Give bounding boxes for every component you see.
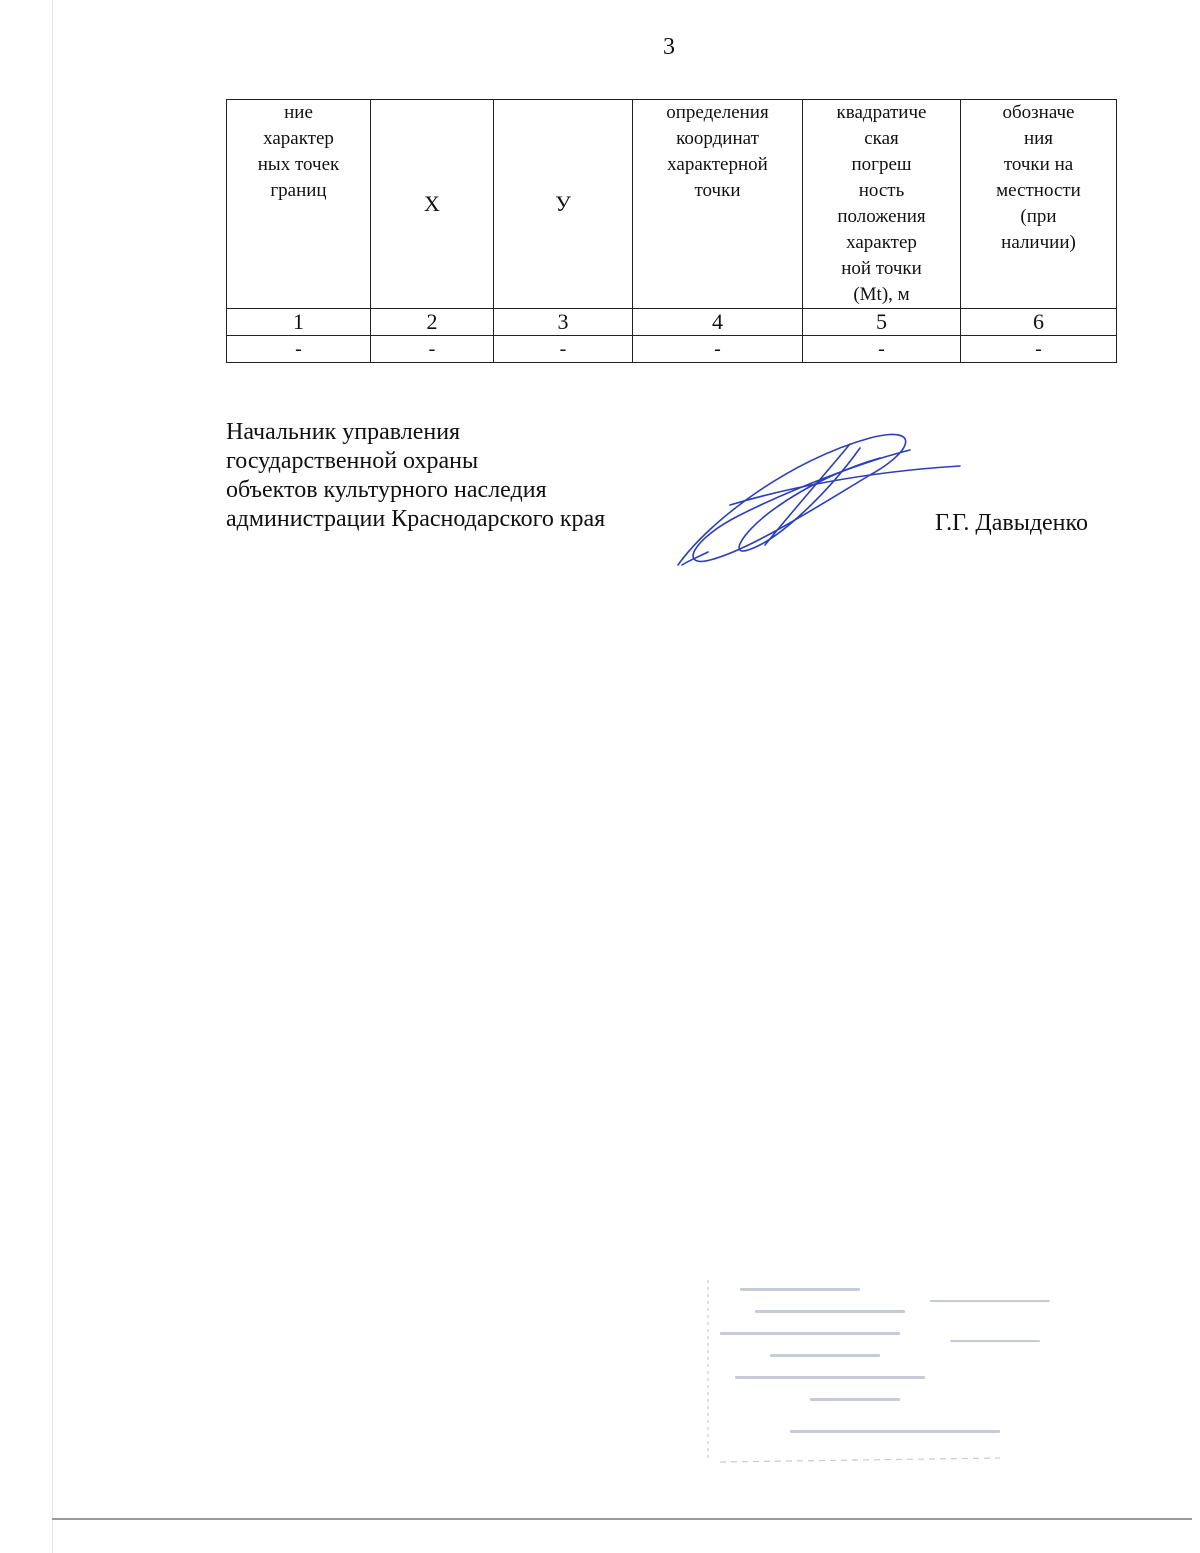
- signer-name: Г.Г. Давыденко: [935, 510, 1088, 536]
- handwritten-signature: [670, 420, 970, 580]
- signer-title-line: администрации Краснодарского края: [226, 506, 606, 532]
- table-row: [227, 336, 1117, 363]
- column-number: 3: [494, 309, 633, 336]
- column-number: 4: [633, 309, 803, 336]
- header-cell-x: Х: [371, 100, 494, 309]
- column-number: 6: [961, 309, 1117, 336]
- table-cell: -: [227, 336, 371, 363]
- column-number: 1: [227, 309, 371, 336]
- signer-title-line: государственной охраны: [226, 448, 479, 474]
- page-number: 3: [663, 34, 675, 60]
- header-cell-marking: обозначе ния точки на местности (при наличии): [961, 100, 1117, 309]
- table-cell: -: [803, 336, 961, 363]
- page-edge-left: [52, 0, 53, 1553]
- faded-stamp: [700, 1270, 1090, 1470]
- table-cell: -: [961, 336, 1117, 363]
- coordinates-table: [226, 99, 1117, 363]
- header-cell-point-name: ние характер ных точек границ: [227, 100, 371, 309]
- column-number: 2: [371, 309, 494, 336]
- header-cell-method: определения координат характерной точки: [633, 100, 803, 309]
- column-number: 5: [803, 309, 961, 336]
- table-number-row: [227, 309, 1117, 336]
- table-header-row: [227, 100, 1117, 309]
- table-cell: -: [494, 336, 633, 363]
- page-edge-bottom: [52, 1518, 1192, 1520]
- header-cell-y: У: [494, 100, 633, 309]
- signer-title-block: [226, 418, 605, 534]
- header-cell-error: квадратиче ская погреш ность положения характер ной точки (Mt), м: [803, 100, 961, 309]
- table-cell: -: [371, 336, 494, 363]
- signer-title-line: Начальник управления: [226, 419, 461, 445]
- table-cell: -: [633, 336, 803, 363]
- signer-title-line: объектов культурного наследия: [226, 477, 547, 503]
